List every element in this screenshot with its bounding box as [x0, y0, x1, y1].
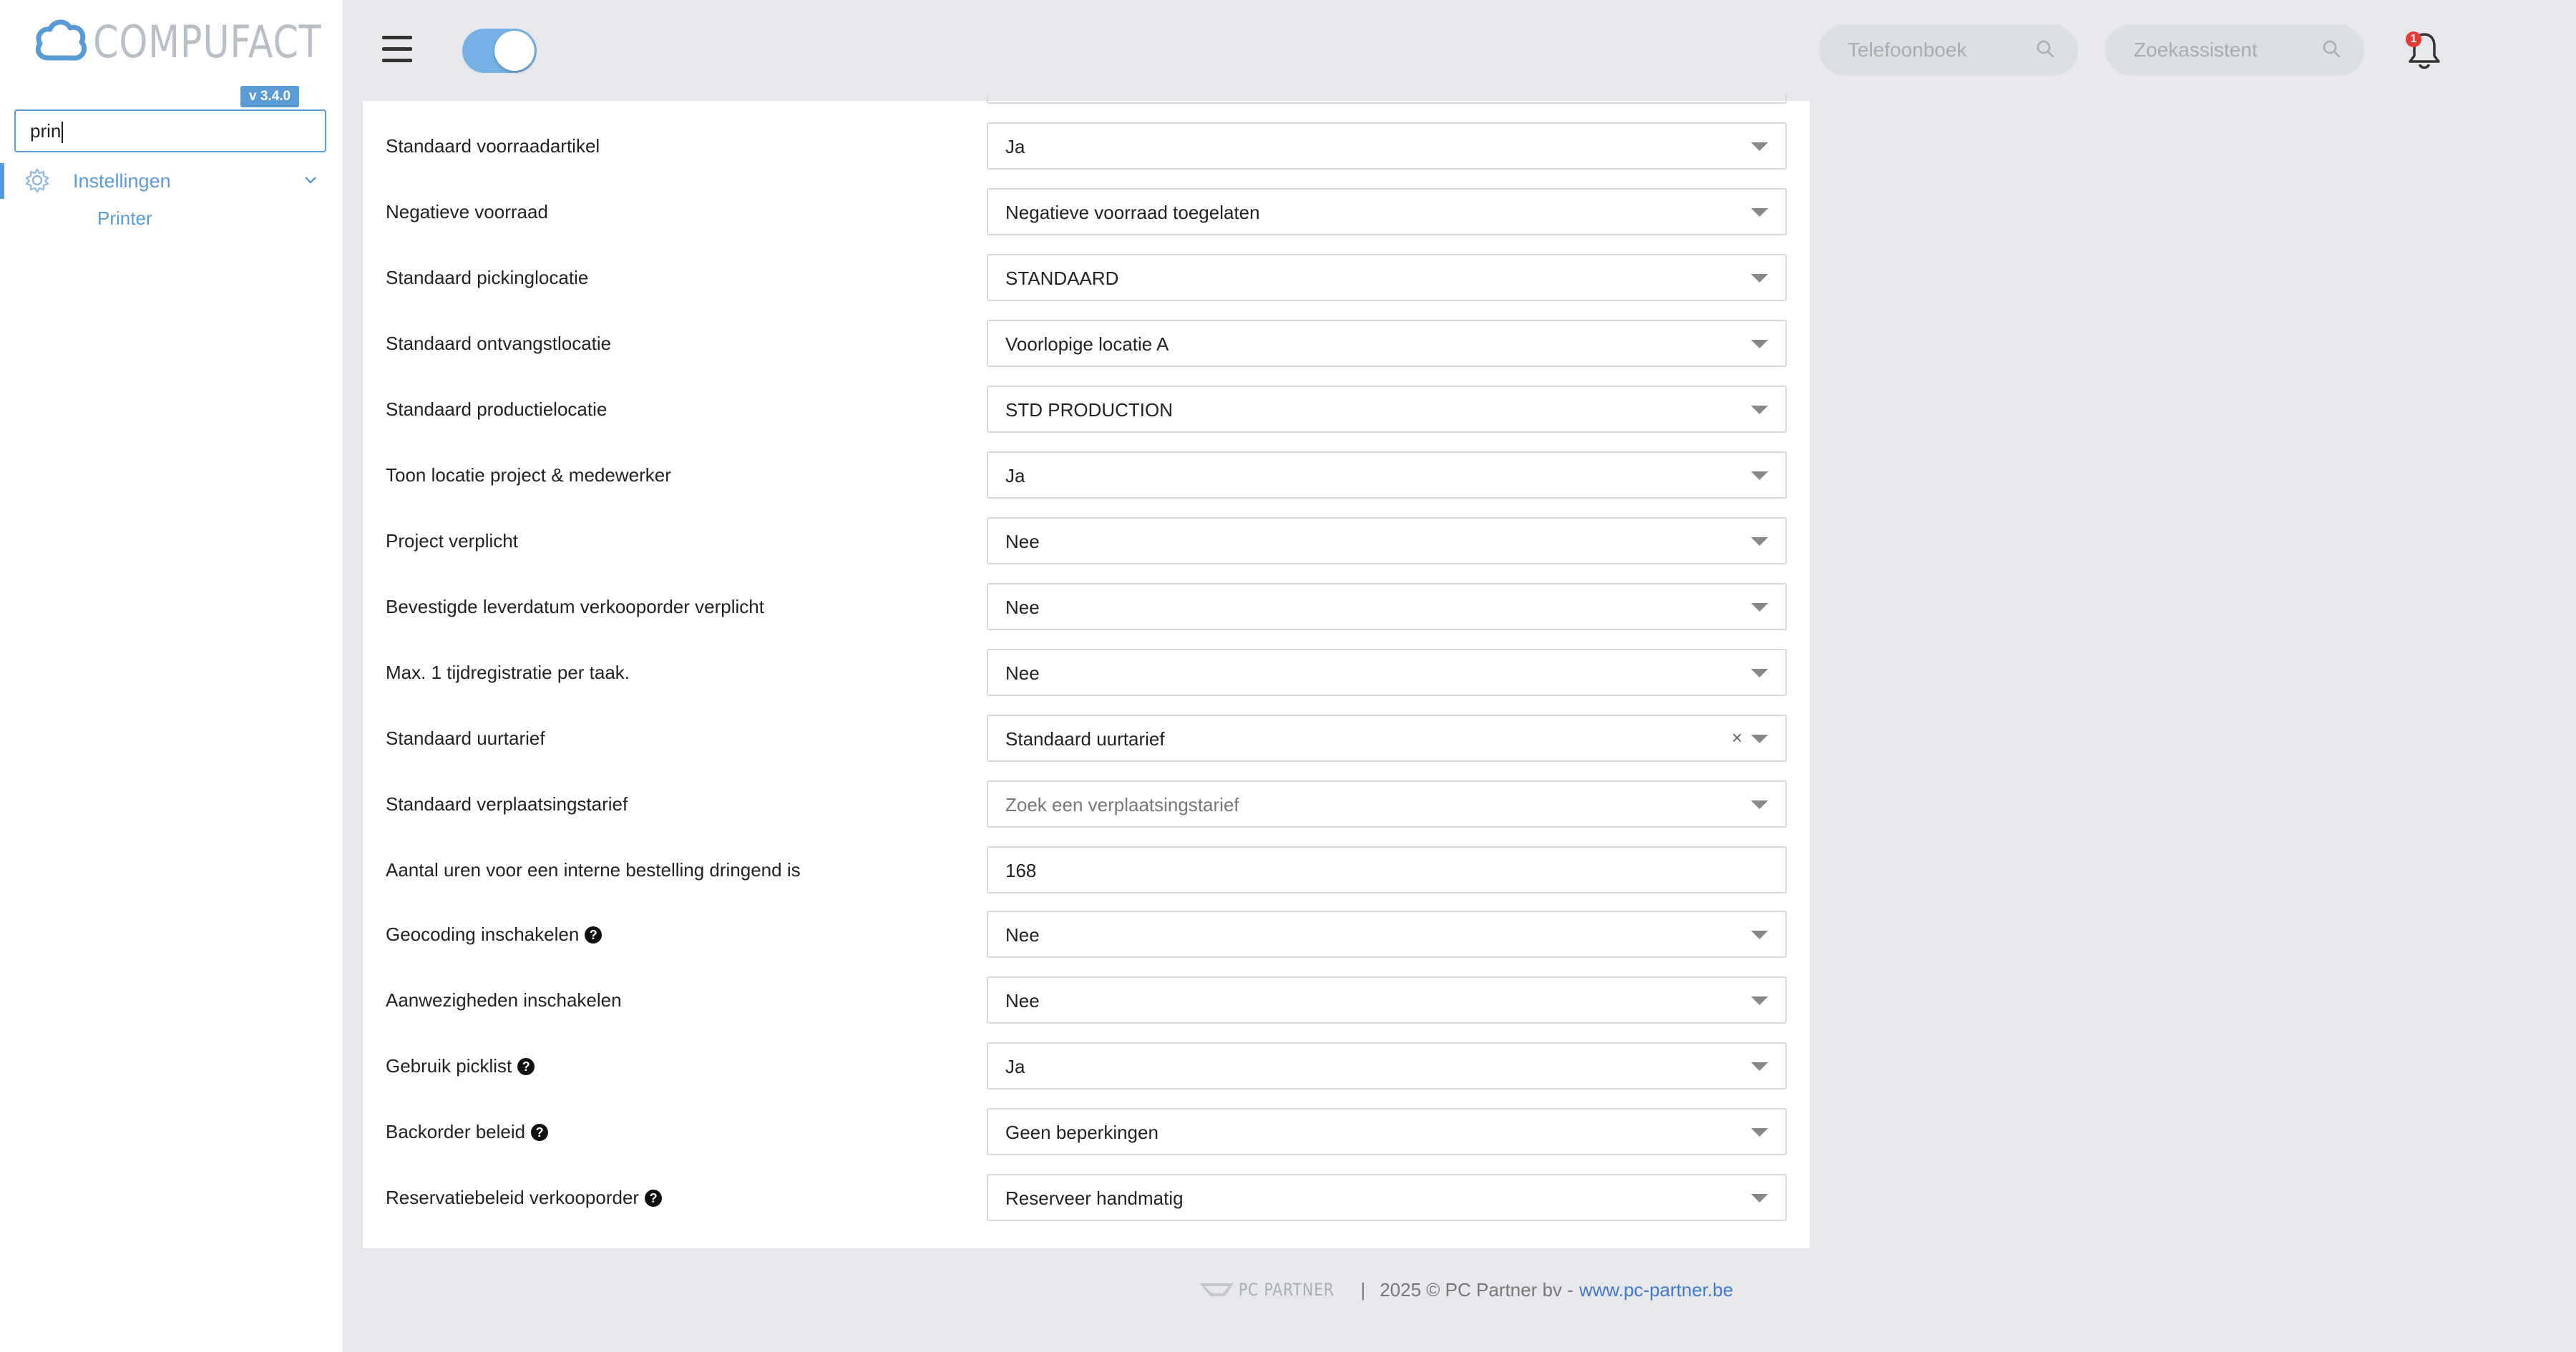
setting-label [386, 1055, 535, 1077]
setting-value: Zoek een verplaatsingstarief [1005, 794, 1239, 815]
settings-row [363, 911, 1811, 958]
dropdown-arrow-icon[interactable] [1751, 603, 1768, 612]
setting-label-text: Max. 1 tijdregistratie per taak. [386, 662, 630, 683]
sidebar [0, 0, 343, 1352]
dropdown-arrow-icon[interactable] [1751, 142, 1768, 151]
setting-label [386, 530, 518, 552]
setting-value: Ja [1005, 1056, 1025, 1077]
setting-value: Nee [1005, 990, 1040, 1011]
footer-brand-text: PC PARTNER [1238, 1280, 1335, 1300]
setting-label-text: Backorder beleid [386, 1121, 526, 1142]
setting-label-text: Reservatiebeleid verkooporder [386, 1187, 640, 1208]
setting-select[interactable] [987, 911, 1787, 958]
dropdown-arrow-icon[interactable] [1751, 931, 1768, 939]
setting-value: 168 [1005, 860, 1037, 881]
setting-select[interactable] [987, 1174, 1787, 1221]
setting-label-text: Negatieve voorraad [386, 201, 548, 222]
setting-select[interactable] [987, 780, 1787, 828]
setting-label [386, 267, 588, 289]
settings-row [363, 320, 1811, 367]
pc-partner-wing-icon [1199, 1280, 1235, 1299]
dropdown-arrow-icon[interactable] [1751, 406, 1768, 414]
setting-value: Nee [1005, 597, 1040, 618]
gear-icon [24, 167, 50, 193]
pc-partner-logo [1199, 1280, 1335, 1300]
search-icon [2035, 39, 2057, 60]
sidebar-item-label: Instellingen [73, 170, 171, 192]
setting-value: Ja [1005, 465, 1025, 486]
notification-badge: 1 [2406, 31, 2421, 47]
setting-value: Nee [1005, 531, 1040, 552]
setting-select[interactable] [987, 122, 1787, 170]
setting-text-input[interactable] [987, 846, 1787, 893]
top-header [343, 0, 2576, 100]
setting-label-text: Bevestigde leverdatum verkooporder verplicht [386, 596, 764, 617]
sidebar-subitem-printer[interactable]: Printer [97, 207, 152, 229]
setting-value: Reserveer handmatig [1005, 1187, 1184, 1209]
dropdown-arrow-icon[interactable] [1751, 208, 1768, 217]
setting-value: STD PRODUCTION [1005, 399, 1173, 421]
settings-panel [362, 100, 1810, 1249]
setting-select[interactable] [987, 386, 1787, 433]
settings-row [363, 188, 1811, 235]
footer-copyright: 2025 © PC Partner bv - [1380, 1278, 1574, 1300]
help-icon[interactable]: ? [531, 1124, 548, 1141]
setting-select[interactable] [987, 583, 1787, 630]
setting-label [386, 333, 611, 355]
setting-label [386, 989, 622, 1011]
clear-icon[interactable]: × [1731, 727, 1742, 748]
search-icon [2321, 39, 2343, 60]
dropdown-arrow-icon[interactable] [1751, 669, 1768, 677]
setting-select[interactable] [987, 320, 1787, 367]
setting-select[interactable] [987, 254, 1787, 301]
help-icon[interactable]: ? [645, 1190, 662, 1207]
settings-row [363, 517, 1811, 564]
setting-label [386, 859, 801, 881]
active-indicator [0, 163, 4, 199]
dropdown-arrow-icon[interactable] [1751, 800, 1768, 809]
text-caret [62, 122, 63, 143]
setting-value: Negatieve voorraad toegelaten [1005, 202, 1260, 223]
hamburger-menu-icon[interactable] [382, 36, 412, 64]
dropdown-arrow-icon[interactable] [1751, 340, 1768, 348]
setting-label [386, 1187, 662, 1209]
setting-label [386, 728, 545, 750]
setting-label [386, 596, 764, 618]
dropdown-arrow-icon[interactable] [1751, 1128, 1768, 1137]
dropdown-arrow-icon[interactable] [1751, 471, 1768, 480]
setting-label [386, 201, 548, 223]
dropdown-arrow-icon[interactable] [1751, 537, 1768, 546]
settings-row [363, 1174, 1811, 1221]
setting-select[interactable] [987, 649, 1787, 696]
setting-value: Nee [1005, 662, 1040, 684]
setting-label-text: Aanwezigheden inschakelen [386, 989, 622, 1011]
setting-label [386, 135, 600, 157]
help-icon[interactable]: ? [585, 926, 602, 944]
setting-select[interactable] [987, 517, 1787, 564]
setting-label [386, 398, 607, 421]
footer [343, 1273, 2576, 1306]
setting-label-text: Aantal uren voor een interne bestelling dringend is [386, 859, 801, 881]
setting-value: STANDAARD [1005, 268, 1119, 289]
phonebook-search-input[interactable] [1819, 24, 2078, 76]
setting-label [386, 793, 628, 815]
setting-label-text: Standaard verplaatsingstarief [386, 793, 628, 815]
setting-label-text: Standaard voorraadartikel [386, 135, 600, 157]
setting-select[interactable] [987, 715, 1787, 762]
settings-row [363, 976, 1811, 1024]
settings-row [363, 780, 1811, 828]
dropdown-arrow-icon[interactable] [1751, 996, 1768, 1005]
assistant-placeholder: Zoekassistent [2134, 39, 2258, 61]
setting-select[interactable] [987, 451, 1787, 499]
sidebar-item-instellingen[interactable] [0, 160, 343, 202]
setting-label-text: Project verplicht [386, 530, 518, 552]
settings-row [363, 122, 1811, 170]
dropdown-arrow-icon[interactable] [1751, 1194, 1768, 1202]
logo-text: COMPUFACT [93, 15, 322, 68]
compufact-logo[interactable] [33, 13, 372, 70]
setting-select[interactable] [987, 188, 1787, 235]
footer-website-link[interactable]: www.pc-partner.be [1579, 1278, 1734, 1300]
settings-row [363, 583, 1811, 630]
dropdown-arrow-icon[interactable] [1751, 735, 1768, 743]
menu-search-value: prin [30, 120, 62, 142]
setting-label [386, 924, 602, 946]
setting-value: Standaard uurtarief [1005, 728, 1165, 750]
setting-label-text: Standaard productielocatie [386, 398, 608, 420]
setting-label [386, 662, 630, 684]
settings-row [363, 1042, 1811, 1089]
setting-label-text: Gebruik picklist [386, 1055, 512, 1077]
setting-value: Ja [1005, 136, 1025, 157]
setting-label-text: Standaard uurtarief [386, 728, 545, 749]
help-icon[interactable]: ? [517, 1058, 535, 1075]
settings-row [363, 1108, 1811, 1155]
setting-label-text: Standaard pickinglocatie [386, 267, 589, 288]
settings-row [363, 451, 1811, 499]
version-badge: v 3.4.0 [240, 86, 299, 107]
settings-row [363, 254, 1811, 301]
settings-row [363, 649, 1811, 696]
setting-label-text: Toon locatie project & medewerker [386, 464, 671, 486]
previous-field-edge [987, 95, 1787, 104]
setting-value: Voorlopige locatie A [1005, 333, 1169, 355]
dropdown-arrow-icon[interactable] [1751, 274, 1768, 283]
settings-row [363, 846, 1811, 893]
setting-value: Nee [1005, 924, 1040, 946]
setting-select[interactable] [987, 976, 1787, 1024]
setting-value: Geen beperkingen [1005, 1122, 1158, 1143]
settings-row [363, 386, 1811, 433]
search-assistant-input[interactable] [2105, 24, 2364, 76]
cloud-logo-icon [33, 16, 87, 67]
setting-select[interactable] [987, 1042, 1787, 1089]
menu-search-input[interactable] [14, 109, 326, 152]
footer-separator: | [1360, 1278, 1366, 1300]
dropdown-arrow-icon[interactable] [1751, 1062, 1768, 1071]
setting-select[interactable] [987, 1108, 1787, 1155]
setting-label-text: Standaard ontvangstlocatie [386, 333, 612, 354]
settings-row [363, 715, 1811, 762]
setting-label-text: Geocoding inschakelen [386, 924, 580, 945]
toggle-knob [494, 31, 535, 71]
setting-label [386, 464, 671, 486]
chevron-down-icon [301, 170, 321, 190]
phonebook-placeholder: Telefoonboek [1848, 39, 1967, 61]
setting-label [386, 1121, 548, 1143]
theme-toggle-switch[interactable] [462, 29, 537, 73]
